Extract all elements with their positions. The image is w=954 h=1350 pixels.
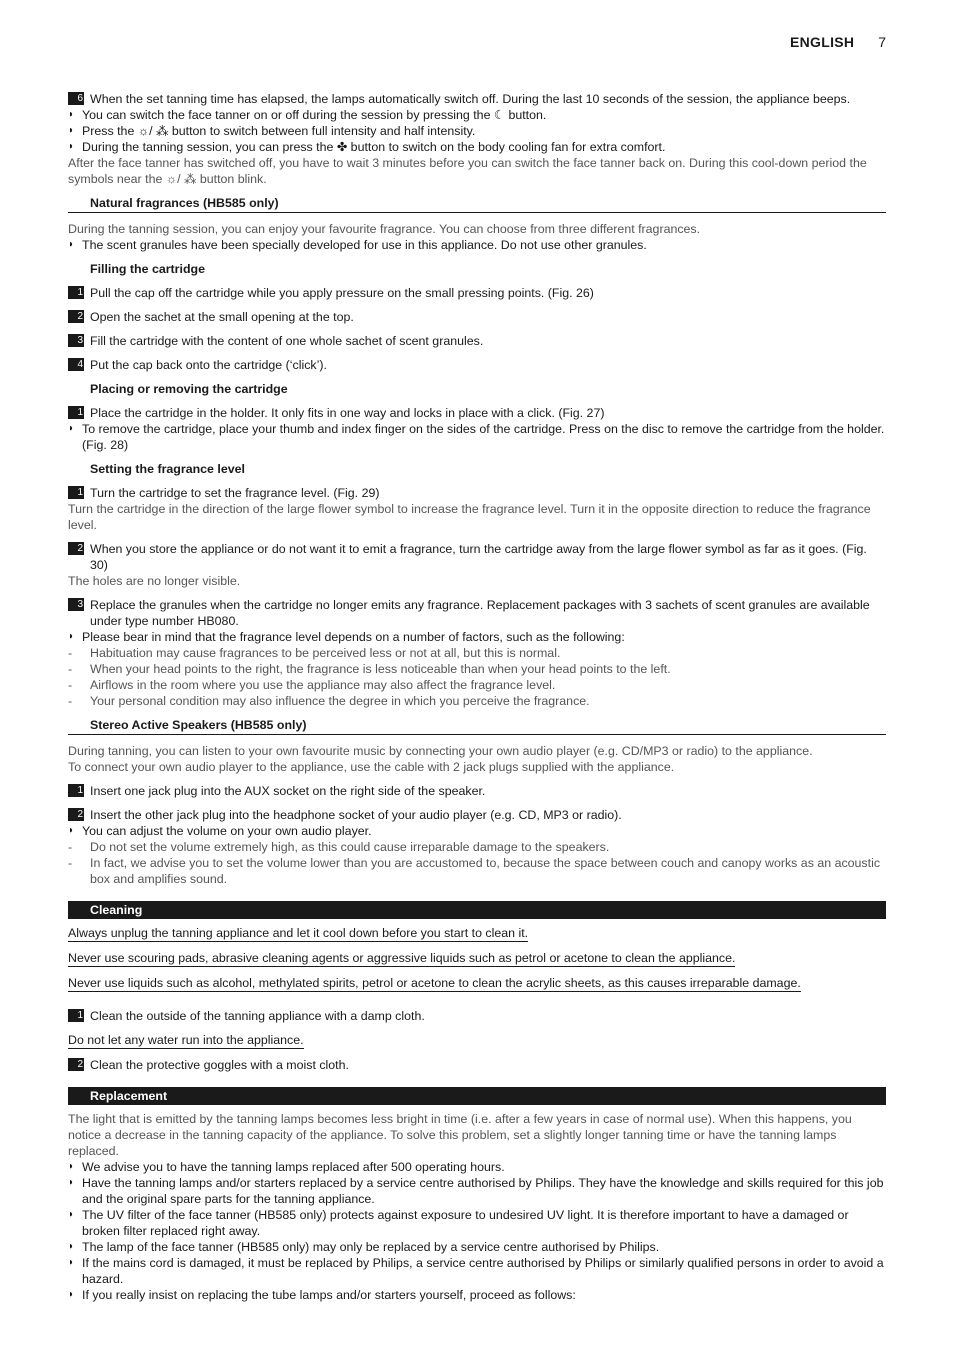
page-header xyxy=(790,34,886,50)
dash-mark: - xyxy=(68,840,73,854)
bullet xyxy=(68,1175,886,1207)
step xyxy=(68,485,886,501)
step xyxy=(68,1057,886,1073)
page-number: 7 xyxy=(878,34,886,50)
subheading-setting: Setting the fragrance level xyxy=(90,462,245,476)
warning-text: Do not let any water run into the appliance. xyxy=(68,1033,304,1047)
dash-item xyxy=(68,839,886,855)
step-number: 1 xyxy=(68,286,84,299)
step-number: 1 xyxy=(68,486,84,499)
bullet-text: The lamp of the face tanner (HB585 only) may only be replaced by a service centre authorised by Philips. xyxy=(82,1240,660,1254)
paragraph: After the face tanner has switched off, you have to wait 3 minutes before you can switch the face tanner back on. During this cool-down period the symbols near the ☼/ ⁂ button blink. xyxy=(68,156,867,186)
paragraph: To connect your own audio player to the appliance, use the cable with 2 jack plugs supplied with the appliance. xyxy=(68,760,675,774)
bullet-icon: ◗ xyxy=(68,1209,75,1220)
bullet-text: Have the tanning lamps and/or starters replaced by a service centre authorised by Philips. They have the knowledge and skills required for this job and the original spare parts for the tanning appliance. xyxy=(82,1176,884,1206)
step-text: Turn the cartridge to set the fragrance level. (Fig. 29) xyxy=(90,486,380,500)
warning-text: Never use scouring pads, abrasive cleaning agents or aggressive liquids such as petrol or acetone to clean the appliance. xyxy=(68,951,736,965)
step-number: 4 xyxy=(68,358,84,371)
dash-text: In fact, we advise you to set the volume lower than you are accustomed to, because the space between couch and canopy works as an acoustic box and amplifies sound. xyxy=(90,856,881,886)
bullet-icon: ◗ xyxy=(68,1177,75,1188)
dash-mark: - xyxy=(68,662,73,676)
step-text: When the set tanning time has elapsed, the lamps automatically switch off. During the last 10 seconds of the session, the appliance beeps. xyxy=(90,92,851,106)
step-number: 6 xyxy=(68,92,84,105)
subheading-filling: Filling the cartridge xyxy=(90,262,205,276)
step xyxy=(68,333,886,349)
step-number: 1 xyxy=(68,784,84,797)
bullet-icon: ◗ xyxy=(68,141,75,152)
bullet-icon: ◗ xyxy=(68,1257,75,1268)
bullet-text: You can switch the face tanner on or off during the session by pressing the ☾ button. xyxy=(82,108,547,122)
page-content xyxy=(68,91,886,1303)
bullet-text: To remove the cartridge, place your thumb and index finger on the sides of the cartridge. Press on the disc to remove the cartridge from the holder. (Fig. 28) xyxy=(82,422,885,452)
bullet-text: Please bear in mind that the fragrance level depends on a number of factors, such as the following: xyxy=(82,630,625,644)
bullet-icon: ◗ xyxy=(68,125,75,136)
bullet xyxy=(68,629,886,645)
bullet-text: During the tanning session, you can press the ✤ button to switch on the body cooling fan for extra comfort. xyxy=(82,140,666,154)
bullet-icon: ◗ xyxy=(68,239,75,250)
paragraph: The light that is emitted by the tanning lamps becomes less bright in time (i.e. after a few years in case of normal use). When this happens, you notice a decrease in the tanning capacity of the appliance. To solve this problem, set a slightly longer tanning time or have the tanning lamps replaced. xyxy=(68,1112,852,1158)
step xyxy=(68,783,886,799)
paragraph: The holes are no longer visible. xyxy=(68,574,241,588)
bullet-icon: ◗ xyxy=(68,631,75,642)
paragraph: Turn the cartridge in the direction of the large flower symbol to increase the fragrance level. Turn it in the opposite direction to reduce the fragrance level. xyxy=(68,502,871,532)
bullet xyxy=(68,1159,886,1175)
step xyxy=(68,1008,886,1024)
step-number: 2 xyxy=(68,1058,84,1071)
dash-item xyxy=(68,661,886,677)
bullet xyxy=(68,139,886,155)
bullet-icon: ◗ xyxy=(68,1161,75,1172)
bullet xyxy=(68,823,886,839)
section-heading-fragrances: Natural fragrances (HB585 only) xyxy=(68,195,886,213)
bullet xyxy=(68,1255,886,1287)
dash-text: When your head points to the right, the fragrance is less noticeable than when your head points to the left. xyxy=(90,662,671,676)
bullet xyxy=(68,1239,886,1255)
dash-item xyxy=(68,645,886,661)
subheading-placing: Placing or removing the cartridge xyxy=(90,382,288,396)
bullet-icon: ◗ xyxy=(68,423,75,434)
step-number: 1 xyxy=(68,1009,84,1022)
bullet-text: Press the ☼/ ⁂ button to switch between full intensity and half intensity. xyxy=(82,124,476,138)
step-text: Pull the cap off the cartridge while you apply pressure on the small pressing points. (Fig. 26) xyxy=(90,286,594,300)
dash-item xyxy=(68,855,886,887)
step xyxy=(68,541,886,573)
step xyxy=(68,285,886,301)
dash-mark: - xyxy=(68,694,73,708)
section-heading-replacement: Replacement xyxy=(68,1087,886,1105)
step-text: Fill the cartridge with the content of one whole sachet of scent granules. xyxy=(90,334,484,348)
dash-item xyxy=(68,693,886,709)
bullet-icon: ◗ xyxy=(68,1241,75,1252)
bullet-icon: ◗ xyxy=(68,1289,75,1300)
dash-mark: - xyxy=(68,856,73,870)
step-number: 2 xyxy=(68,808,84,821)
bullet-text: If the mains cord is damaged, it must be replaced by Philips, a service centre authorised by Philips or similarly qualified persons in order to avoid a hazard. xyxy=(82,1256,884,1286)
step xyxy=(68,309,886,325)
step-text: Put the cap back onto the cartridge (‘click’). xyxy=(90,358,327,372)
step-text: When you store the appliance or do not want it to emit a fragrance, turn the cartridge away from the large flower symbol as far as it goes. (Fig. 30) xyxy=(90,542,867,572)
bullet-text: If you really insist on replacing the tube lamps and/or starters yourself, proceed as follows: xyxy=(82,1288,576,1302)
step-number: 2 xyxy=(68,310,84,323)
step xyxy=(68,405,886,421)
dash-text: Habituation may cause fragrances to be perceived less or not at all, but this is normal. xyxy=(90,646,561,660)
dash-text: Airflows in the room where you use the appliance may also affect the fragrance level. xyxy=(90,678,556,692)
bullet xyxy=(68,237,886,253)
step-number: 3 xyxy=(68,598,84,611)
step xyxy=(68,357,886,373)
bullet xyxy=(68,107,886,123)
step-text: Clean the outside of the tanning appliance with a damp cloth. xyxy=(90,1009,425,1023)
dash-item xyxy=(68,677,886,693)
bullet-text: We advise you to have the tanning lamps replaced after 500 operating hours. xyxy=(82,1160,505,1174)
step xyxy=(68,597,886,629)
bullet xyxy=(68,1287,886,1303)
bullet xyxy=(68,123,886,139)
dash-text: Do not set the volume extremely high, as this could cause irreparable damage to the speakers. xyxy=(90,840,610,854)
bullet-text: You can adjust the volume on your own audio player. xyxy=(82,824,372,838)
dash-mark: - xyxy=(68,678,73,692)
step-text: Insert one jack plug into the AUX socket on the right side of the speaker. xyxy=(90,784,486,798)
bullet-icon: ◗ xyxy=(68,825,75,836)
step-number: 3 xyxy=(68,334,84,347)
warning-text: Never use liquids such as alcohol, methylated spirits, petrol or acetone to clean the acrylic sheets, as this causes irreparable damage. xyxy=(68,976,801,990)
warning-text: Always unplug the tanning appliance and let it cool down before you start to clean it. xyxy=(68,926,529,940)
step-text: Open the sachet at the small opening at the top. xyxy=(90,310,354,324)
paragraph: During tanning, you can listen to your own favourite music by connecting your own audio player (e.g. CD/MP3 or radio) to the appliance. xyxy=(68,744,813,758)
bullet-icon: ◗ xyxy=(68,109,75,120)
step-text: Clean the protective goggles with a moist cloth. xyxy=(90,1058,349,1072)
section-heading-speakers: Stereo Active Speakers (HB585 only) xyxy=(68,717,886,735)
section-heading-cleaning: Cleaning xyxy=(68,901,886,919)
step-number: 2 xyxy=(68,542,84,555)
bullet xyxy=(68,421,886,453)
bullet xyxy=(68,1207,886,1239)
step-text: Replace the granules when the cartridge no longer emits any fragrance. Replacement packages with 3 sachets of scent granules are available under type number HB080. xyxy=(90,598,870,628)
bullet-text: The scent granules have been specially developed for use in this appliance. Do not use other granules. xyxy=(82,238,647,252)
step-number: 1 xyxy=(68,406,84,419)
paragraph: During the tanning session, you can enjoy your favourite fragrance. You can choose from three different fragrances. xyxy=(68,222,701,236)
dash-mark: - xyxy=(68,646,73,660)
dash-text: Your personal condition may also influence the degree in which you perceive the fragrance. xyxy=(90,694,590,708)
step-text: Insert the other jack plug into the headphone socket of your audio player (e.g. CD, MP3 or radio). xyxy=(90,808,622,822)
step-text: Place the cartridge in the holder. It only fits in one way and locks in place with a click. (Fig. 27) xyxy=(90,406,605,420)
step-6 xyxy=(68,91,886,107)
step xyxy=(68,807,886,823)
bullet-text: The UV filter of the face tanner (HB585 only) protects against exposure to undesired UV light. It is therefore important to have a damaged or broken filter replaced right away. xyxy=(82,1208,849,1238)
language-label: ENGLISH xyxy=(789,34,855,50)
